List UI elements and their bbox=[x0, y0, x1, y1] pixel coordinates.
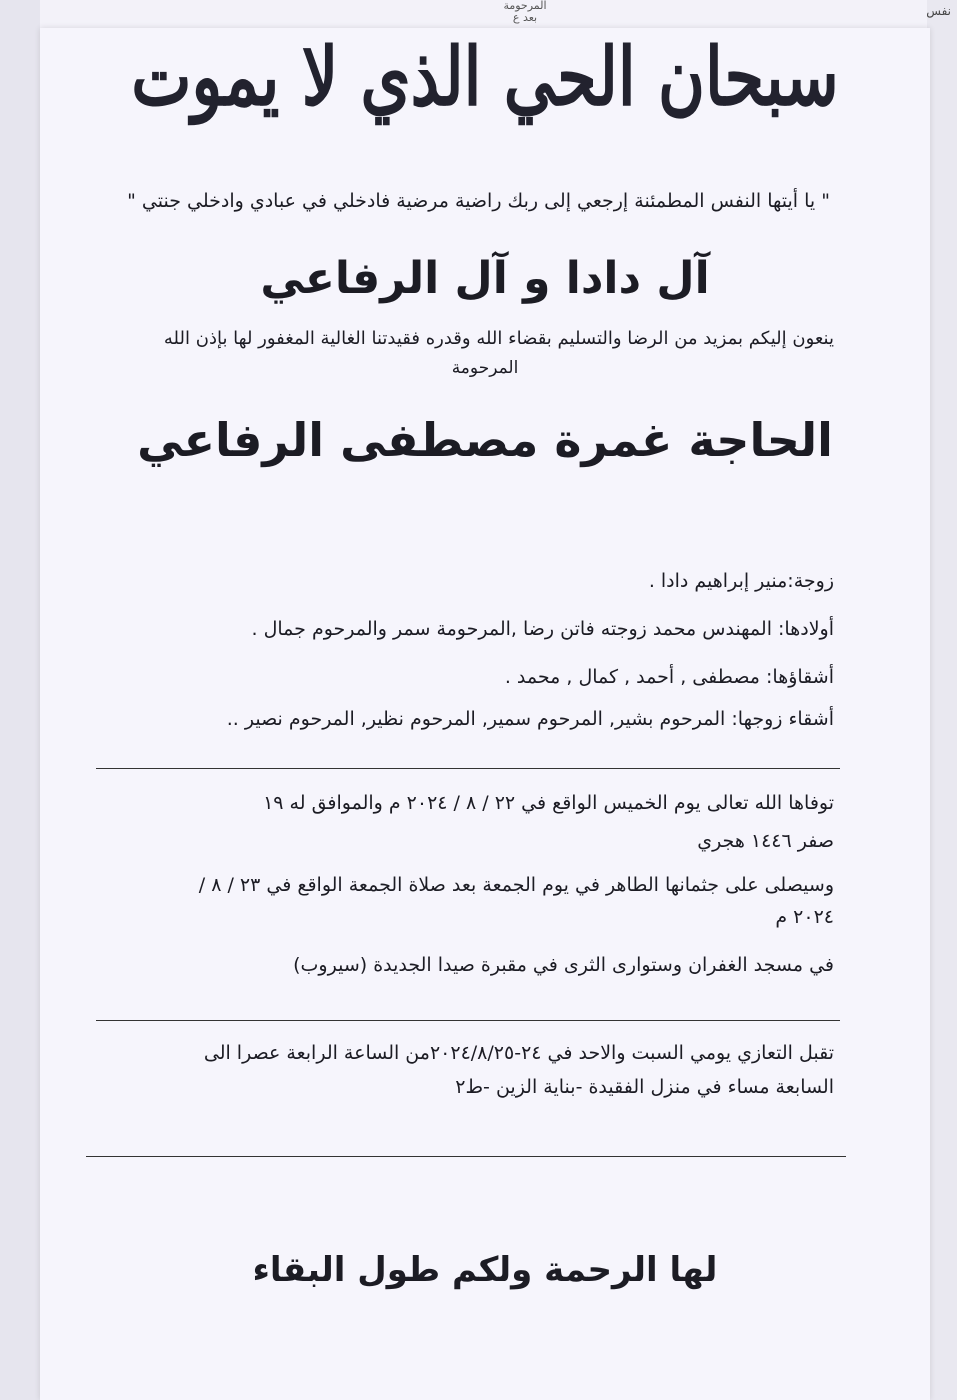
announcement-line-1: ينعون إليكم بمزيد من الرضا والتسليم بقضاء الله وقدره فقيدتنا الغالية المغفور لها بإذن الله bbox=[163, 328, 834, 349]
quran-verse: " يا أيتها النفس المطمئنة إرجعي إلى ربك راضية مرضية فادخلي في عبادي وادخلي جنتي " bbox=[127, 190, 830, 212]
header-calligraphy: سبحان الحي الذي لا يموت bbox=[131, 30, 839, 125]
corner-fragment: نفس bbox=[926, 4, 951, 18]
funeral-line-1: وسيصلى على جثمانها الطاهر في يوم الجمعة بعد صلاة الجمعة الواقع في ٢٣ / ٨ / bbox=[198, 874, 834, 896]
background-right bbox=[927, 0, 957, 1400]
obituary-sheet bbox=[40, 28, 930, 1400]
fragment-line-1: المرحومة bbox=[503, 0, 547, 12]
family-name: آل دادا و آل الرفاعي bbox=[260, 253, 710, 304]
closing-phrase: لها الرحمة ولكم طول البقاء bbox=[252, 1250, 718, 1290]
condolences-line-1: تقبل التعازي يومي السبت والاحد في ٢٤-٢٠٢٤/٨/٢٥من الساعة الرابعة عصرا الى bbox=[203, 1042, 834, 1064]
overlapping-paper-fragment bbox=[470, 0, 580, 30]
background-left bbox=[0, 0, 40, 1400]
children-line: أولادها: المهندس محمد زوجته فاتن رضا ,المرحومة سمر والمرحوم جمال . bbox=[251, 618, 834, 640]
husband-siblings-line: أشقاء زوجها: المرحوم بشير, المرحوم سمير, المرحوم نظير, المرحوم نصير .. bbox=[226, 708, 834, 730]
death-date-line-1: توفاها الله تعالى يوم الخميس الواقع في ٢٢ / ٨ / ٢٠٢٤ م والموافق له ١٩ bbox=[263, 792, 834, 814]
siblings-line: أشقاؤها: مصطفى , أحمد , كمال , محمد . bbox=[504, 666, 834, 688]
condolences-line-2: السابعة مساء في منزل الفقيدة -بناية الزين -ط٢ bbox=[455, 1076, 834, 1098]
funeral-line-3: في مسجد الغفران وستوارى الثرى في مقبرة صيدا الجديدة (سيروب) bbox=[293, 954, 834, 976]
husband-line: زوجة:منير إبراهيم دادا . bbox=[648, 570, 834, 592]
announcement-line-2: المرحومة bbox=[451, 358, 519, 378]
death-date-line-2: صفر ١٤٤٦ هجري bbox=[697, 830, 834, 852]
divider-1 bbox=[96, 768, 840, 769]
divider-3 bbox=[86, 1156, 846, 1157]
deceased-name: الحاجة غمرة مصطفى الرفاعي bbox=[137, 413, 833, 467]
fragment-line-2: بعد ع bbox=[512, 11, 538, 24]
funeral-line-2: ٢٠٢٤ م bbox=[775, 906, 834, 928]
divider-2 bbox=[96, 1020, 840, 1021]
